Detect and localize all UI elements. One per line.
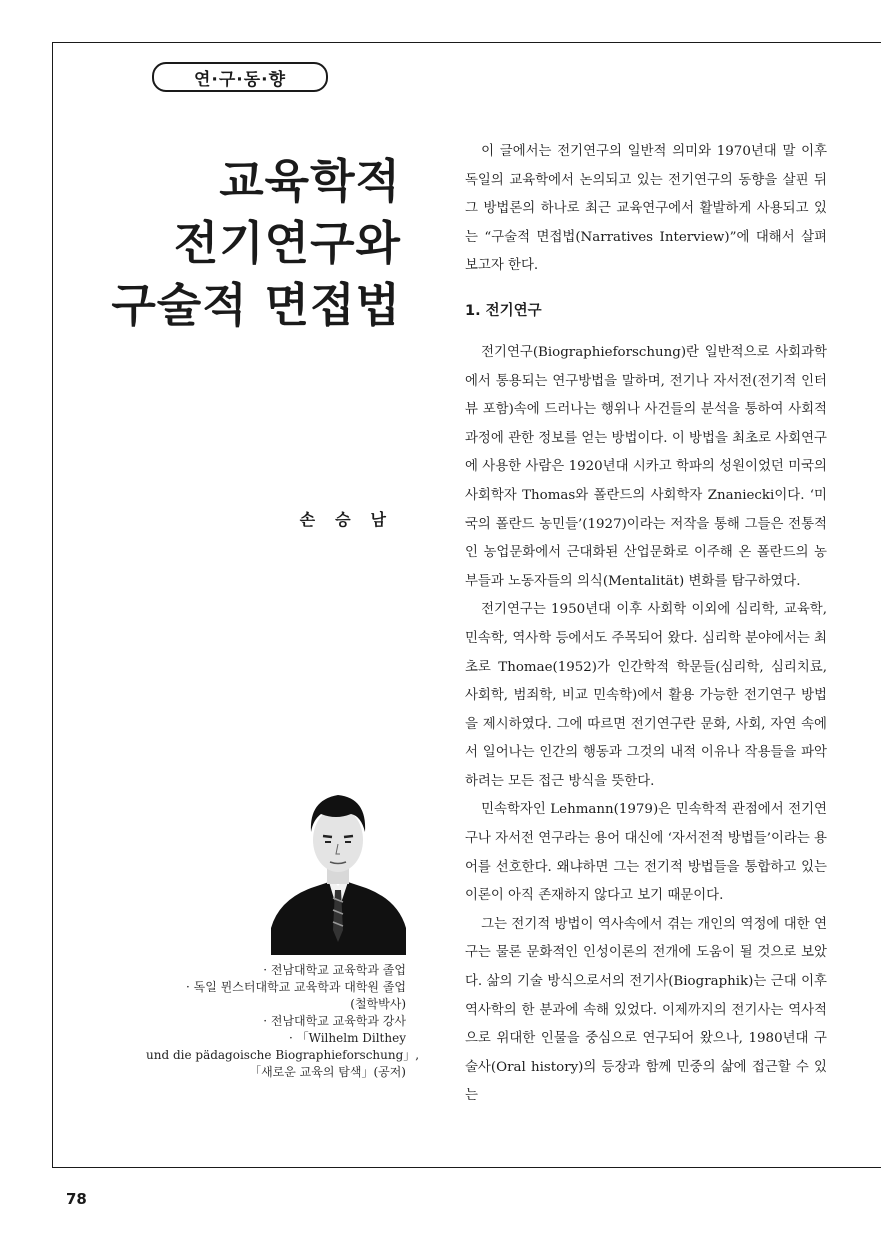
section-heading: 1. 전기연구 [465,302,542,319]
author-photo [271,780,406,955]
page-number: 78 [66,1190,87,1208]
bio-line: (철학박사) [350,997,406,1011]
author-name: 손승남 [299,510,406,529]
article-title [111,150,401,336]
bio-line: und die pädagoische Biographieforschung」, [146,1048,420,1062]
bio-line: 「새로운 교육의 탐색」(공저) [249,1065,406,1079]
title-line: 전기연구와 [173,216,401,270]
section-tag [152,62,328,92]
author-bio [146,962,420,1081]
section-tag-label: 연·구·동·향 [193,69,287,90]
body-paragraph: 민속학자인 Lehmann(1979)은 민속학적 관점에서 전기연구나 자서전 연구라는 용어 대신에 ‘자서전적 방법들’이라는 용어를 선호한다. 왜냐하면 그는 전기적 방법들을 통합하고 있는 이론이 아직 존재하지 않다고 보기 때문이다. [465,802,827,904]
bio-line: · 전남대학교 교육학과 졸업 [263,963,406,977]
title-line: 교육학적 [219,154,401,208]
bio-line: · 독일 뮌스터대학교 교육학과 대학원 졸업 [186,980,406,994]
body-paragraph: 그는 전기적 방법이 역사속에서 겪는 개인의 역정에 대한 연구는 물론 문화적인 인성이론의 전개에 도움이 될 것으로 보았다. 삶의 기술 방식으로서의 전기사(Biographik)는 근대 이후 역사학의 한 분과에 속해 있었다. 이제까지의 전기사는 역사적으로 위대한 인물을 중심으로 연구되어 왔으나, 1980년대 구술사(Oral history)의 등장과 함께 민중의 삶에 접근할 수 있는 [465,916,827,1104]
body-paragraph: 전기연구는 1950년대 이후 사회학 이외에 심리학, 교육학, 민속학, 역사학 등에서도 주목되어 왔다. 심리학 분야에서는 최초로 Thomae(1952)가 인간학적 학문들(심리학, 심리치료, 사회학, 범죄학, 비교 민속학)에서 활용 가능한 전기연구 방법을 제시하였다. 그에 따르면 전기연구란 문화, 사회, 자연 속에서 일어나는 인간의 행동과 그것의 내적 이유나 작용들을 파악하려는 모든 접근 방식을 뜻한다. [465,602,827,789]
bio-line: · 「Wilhelm Dilthey [288,1031,406,1045]
title-line: 구술적 면접법 [111,278,401,332]
article-body [465,138,827,1111]
bio-line: · 전남대학교 교육학과 강사 [263,1014,406,1028]
body-paragraph: 전기연구(Biographieforschung)란 일반적으로 사회과학에서 통용되는 연구방법을 말하며, 전기나 자서전(전기적 인터뷰 포함)속에 드러나는 행위나 사건들의 분석을 통하여 사회적 과정에 관한 정보를 얻는 방법이다. 이 방법을 최초로 사회연구에 사용한 사람은 1920년대 시카고 학파의 성원이었던 미국의 사회학자 Thomas와 폴란드의 사회학자 Znaniecki이다. ‘미국의 폴란드 농민들’(1927)이라는 저작을 통해 그들은 전통적인 농업문화에서 근대화된 산업문화로 이주해 온 폴란드의 농부들과 노동자들의 의식(Mentalität) 변화를 탐구하였다. [465,344,827,589]
intro-paragraph: 이 글에서는 전기연구의 일반적 의미와 1970년대 말 이후 독일의 교육학에서 논의되고 있는 전기연구의 동향을 살핀 뒤 그 방법론의 하나로 최근 교육연구에서 활발하게 사용되고 있는 “구술적 면접법(Narratives Interview)”에 대해서 살펴 보고자 한다. [465,144,827,274]
